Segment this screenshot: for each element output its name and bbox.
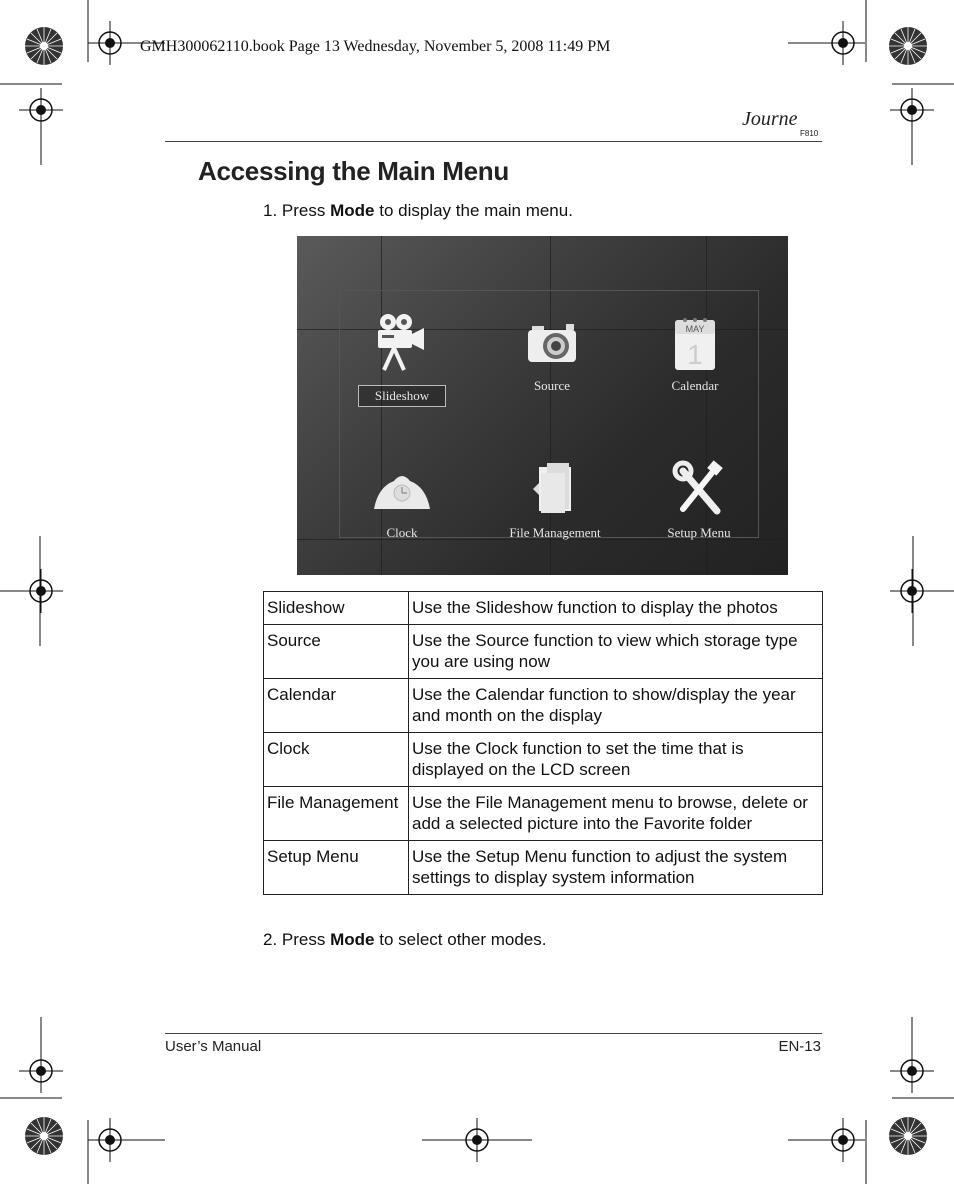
table-row: [264, 841, 823, 895]
menu-item-setup-menu[interactable]: [634, 459, 764, 542]
step-text-pre: Press: [281, 930, 331, 949]
table-row: [264, 733, 823, 787]
main-menu-screen: [297, 236, 788, 575]
function-table: [263, 591, 823, 895]
print-header: GMH300062110.book Page 13 Wednesday, November 5, 2008 11:49 PM: [140, 38, 611, 55]
function-name: Source: [264, 625, 409, 679]
function-description: Use the Setup Menu function to adjust the system settings to display system information: [409, 841, 823, 895]
menu-item-file-management[interactable]: [490, 459, 620, 542]
model-number: F810: [800, 129, 819, 138]
footer-page-number: EN-13: [778, 1038, 821, 1055]
step-1: [263, 201, 573, 221]
function-description: Use the Clock function to set the time that is displayed on the LCD screen: [409, 733, 823, 787]
footer-rule: [165, 1033, 822, 1034]
menu-item-label: Setup Menu: [667, 525, 731, 540]
table-row: [264, 625, 823, 679]
menu-item-label: File Management: [509, 525, 601, 540]
header-rule: [165, 141, 822, 142]
table-row: [264, 679, 823, 733]
menu-item-label: Clock: [386, 525, 418, 540]
step-text-pre: Press: [281, 201, 331, 220]
step-text-post: to select other modes.: [374, 930, 547, 949]
function-description: Use the Calendar function to show/display the year and month on the display: [409, 679, 823, 733]
menu-item-source[interactable]: [487, 312, 617, 395]
brand-logo: Journe: [742, 108, 798, 130]
table-row: [264, 787, 823, 841]
step-number: 2.: [263, 930, 278, 949]
footer-manual-title: User’s Manual: [165, 1038, 262, 1055]
svg-text:1: 1: [687, 339, 703, 370]
function-description: Use the Slideshow function to display the photos: [409, 592, 823, 625]
clock-icon: [372, 459, 432, 519]
camera-icon: [522, 312, 582, 372]
table-row: [264, 592, 823, 625]
calendar-icon: [665, 312, 725, 372]
menu-item-label: Calendar: [671, 378, 719, 393]
section-title: Accessing the Main Menu: [198, 156, 509, 186]
function-description: Use the Source function to view which storage type you are using now: [409, 625, 823, 679]
function-name: Slideshow: [264, 592, 409, 625]
menu-item-calendar[interactable]: [630, 312, 760, 395]
step-text-post: to display the main menu.: [374, 201, 573, 220]
tools-icon: [669, 459, 729, 519]
menu-item-label: Source: [533, 378, 571, 393]
menu-item-clock[interactable]: [337, 459, 467, 542]
step-key: Mode: [330, 201, 375, 220]
movie-camera-icon: [372, 312, 432, 372]
step-2: [263, 930, 546, 950]
calendar-month-text: MAY: [685, 324, 705, 334]
function-name: Setup Menu: [264, 841, 409, 895]
step-key: Mode: [330, 930, 375, 949]
step-number: 1.: [263, 201, 278, 220]
menu-item-label: Slideshow: [358, 385, 446, 407]
function-name: Calendar: [264, 679, 409, 733]
function-name: Clock: [264, 733, 409, 787]
function-name: File Management: [264, 787, 409, 841]
menu-item-slideshow[interactable]: [337, 312, 467, 407]
folder-icon: [525, 459, 585, 519]
function-description: Use the File Management menu to browse, delete or add a selected picture into the Favorite folder: [409, 787, 823, 841]
